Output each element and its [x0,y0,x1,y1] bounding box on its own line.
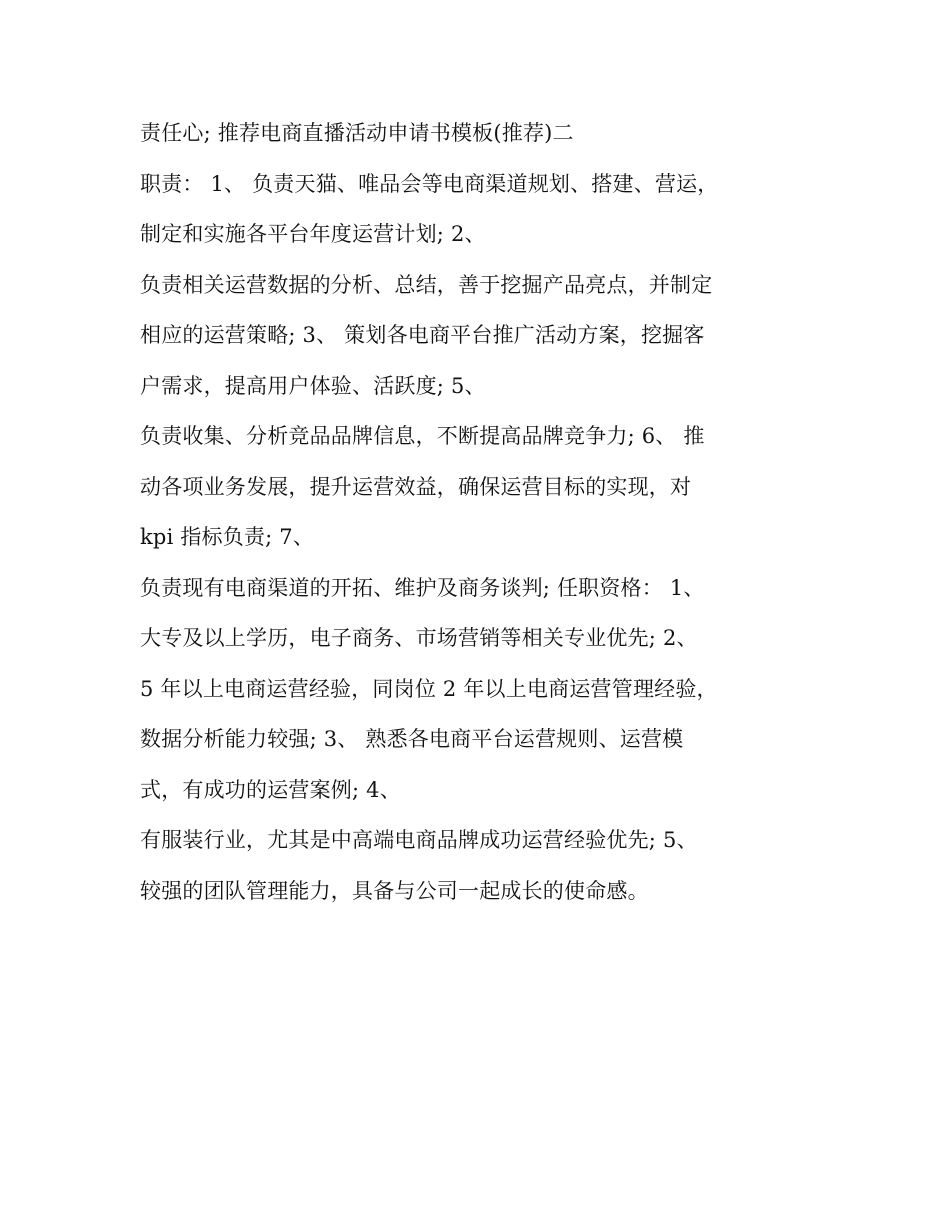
text-line-6: 户需求，提高用户体验、活跃度; 5、 [140,373,486,398]
body-text [140,108,840,916]
text-line-2: 职责： 1、 负责天猫、唯品会等电商渠道规划、搭建、营运， [140,171,719,196]
text-line-5: 相应的运营策略; 3、 策划各电商平台推广活动方案，挖掘客 [140,323,705,347]
text-line-7: 负责收集、分析竞品品牌信息，不断提高品牌竞争力; 6、 推 [140,424,705,448]
text-line-13: 数据分析能力较强; 3、 熟悉各电商平台运营规则、运营模 [140,727,684,751]
text-line-11: 大专及以上学历，电子商务、市场营销等相关专业优先; 2、 [140,626,698,650]
text-line-8: 动各项业务发展，提升运营效益，确保运营目标的实现，对 [140,474,692,499]
text-line-15: 有服装行业，尤其是中高端电商品牌成功运营经验优先; 5、 [140,828,698,852]
text-line-16: 较强的团队管理能力，具备与公司一起成长的使命感。 [140,878,649,903]
text-line-3: 制定和实施各平台年度运营计划; 2、 [140,222,486,246]
text-line-1: 责任心; 推荐电商直播活动申请书模板(推荐)二 [140,121,574,145]
text-line-12: 5 年以上电商运营经验，同岗位 2 年以上电商运营管理经验， [140,676,718,701]
text-line-4: 负责相关运营数据的分析、总结，善于挖掘产品亮点，并制定 [140,272,713,297]
text-line-10: 负责现有电商渠道的开拓、维护及商务谈判; 任职资格： 1、 [140,575,705,600]
text-line-14: 式，有成功的运营案例; 4、 [140,777,401,802]
text-line-9: kpi 指标负责; 7、 [140,525,315,549]
